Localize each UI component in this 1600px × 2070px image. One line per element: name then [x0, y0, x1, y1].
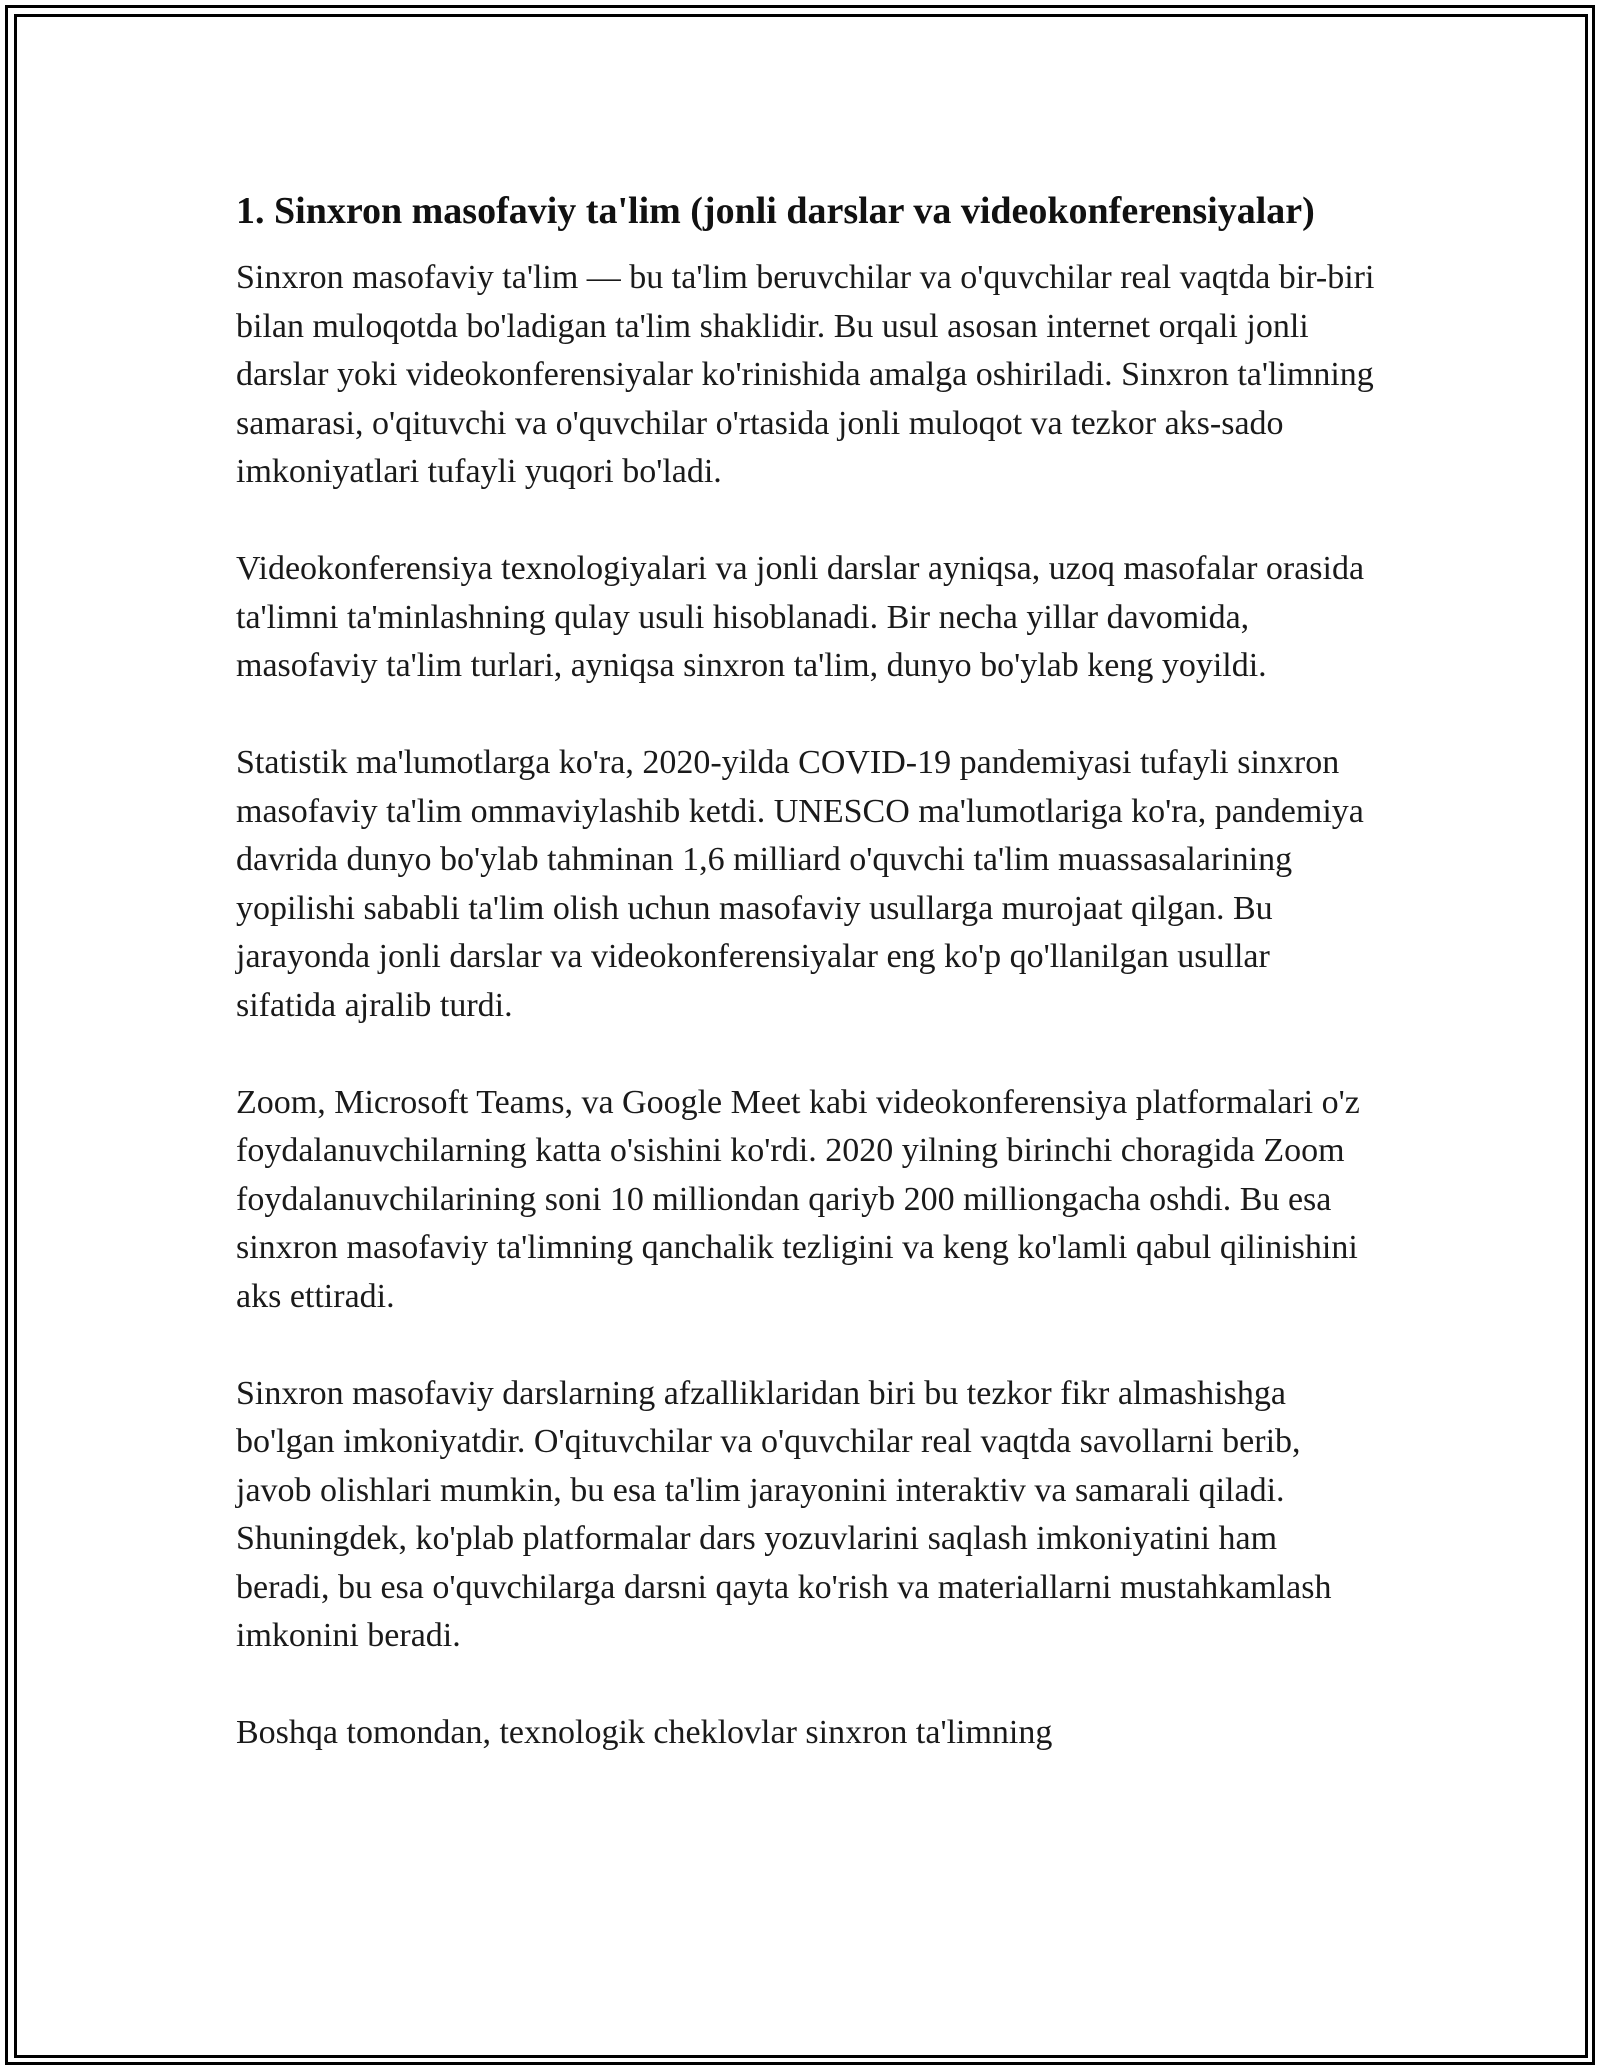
- paragraph-1: Sinxron masofaviy ta'lim — bu ta'lim beruvchilar va o'quvchilar real vaqtda bir-biri bilan muloqotda bo'ladigan ta'lim shaklidir. Bu usul asosan internet orqali jonli darslar yoki videokonferensiyalar ko'rinishida amalga oshiriladi. Sinxron ta'limning samarasi, o'qituvchi va o'quvchilar o'rtasida jonli muloqot va tezkor aks-sado imkoniyatlari tufayli yuqori bo'ladi.: [236, 259, 1375, 491]
- paragraph-3: Statistik ma'lumotlarga ko'ra, 2020-yilda COVID-19 pandemiyasi tufayli sinxron masofaviy ta'lim ommaviylashib ketdi. UNESCO ma'lumotlariga ko'ra, pandemiya davrida dunyo bo'ylab tahminan 1,6 milliard o'quvchi ta'lim muassasalarining yopilishi sababli ta'lim olish uchun masofaviy usullarga murojaat qilgan. Bu jarayonda jonli darslar va videokonferensiyalar eng ko'p qo'llanilgan usullar sifatida ajralib turdi.: [236, 744, 1364, 1024]
- section-heading: 1. Sinxron masofaviy ta'lim (jonli darslar va videokonferensiyalar): [236, 190, 1315, 232]
- paragraph-2: Videokonferensiya texnologiyalari va jonli darslar ayniqsa, uzoq masofalar orasida ta'limni ta'minlashning qulay usuli hisoblanadi. Bir necha yillar davomida, masofaviy ta'lim turlari, ayniqsa sinxron ta'lim, dunyo bo'ylab keng yoyildi.: [236, 550, 1365, 685]
- paragraph-5: Sinxron masofaviy darslarning afzalliklaridan biri bu tezkor fikr almashishga bo'lgan imkoniyatdir. O'qituvchilar va o'quvchilar real vaqtda savollarni berib, javob olishlari mumkin, bu esa ta'lim jarayonini interaktiv va samarali qiladi. Shuningdek, ko'plab platformalar dars yozuvlarini saqlash imkoniyatini ham beradi, bu esa o'quvchilarga darsni qayta ko'rish va materiallarni mustahkamlash imkonini beradi.: [236, 1374, 1332, 1655]
- document-body: [236, 188, 1376, 1806]
- paragraph-6: Boshqa tomondan, texnologik cheklovlar sinxron ta'limning: [236, 1714, 1053, 1752]
- paragraph-4: Zoom, Microsoft Teams, va Google Meet kabi videokonferensiya platformalari o'z foydalanuvchilarning katta o'sishini ko'rdi. 2020 yilning birinchi choragida Zoom foydalanuvchilarining soni 10 milliondan qariyb 200 milliongacha oshdi. Bu esa sinxron masofaviy ta'limning qanchalik tezligini va keng ko'lamli qabul qilinishini aks ettiradi.: [236, 1083, 1360, 1315]
